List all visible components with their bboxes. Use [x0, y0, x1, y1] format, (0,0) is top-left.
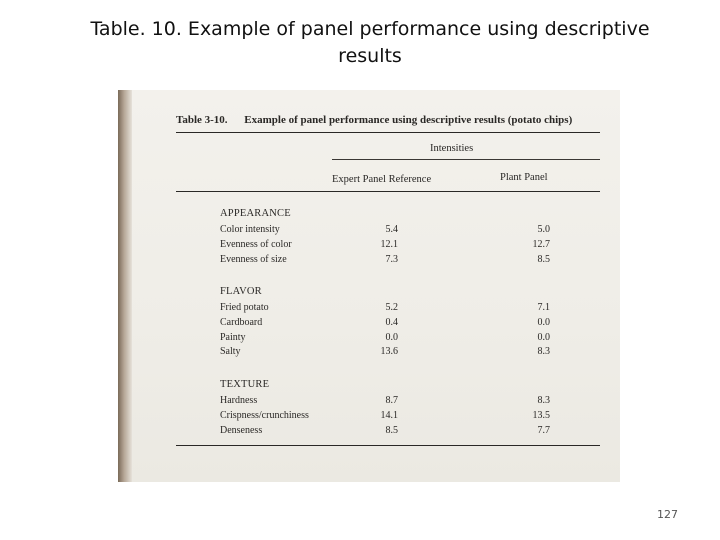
- table-number: Table 3-10.: [176, 114, 228, 126]
- plant-panel-header: Plant Panel: [500, 172, 548, 183]
- plant-panel-value: 8.5: [537, 253, 550, 265]
- expert-panel-value: 0.4: [385, 316, 398, 328]
- table-row: [220, 395, 550, 409]
- row-label: Hardness: [220, 395, 258, 406]
- header-bottom-rule: [176, 191, 600, 192]
- expert-panel-value: 5.4: [385, 224, 398, 235]
- table-row: [220, 302, 550, 316]
- plant-panel-value: 0.0: [537, 316, 550, 328]
- page-number: 127: [657, 508, 678, 521]
- row-label: Evenness of color: [220, 238, 292, 250]
- expert-panel-value: 8.5: [385, 424, 398, 436]
- scanned-table-image: [118, 90, 620, 482]
- expert-panel-value: 8.7: [385, 395, 398, 406]
- table-row: [220, 254, 550, 268]
- section-heading-texture: TEXTURE: [220, 379, 270, 390]
- plant-panel-value: 7.7: [537, 424, 550, 436]
- row-label: Color intensity: [220, 224, 280, 235]
- table-row: [220, 224, 550, 238]
- row-label: Evenness of size: [220, 253, 287, 265]
- plant-panel-value: 8.3: [537, 346, 550, 358]
- plant-panel-value: 12.7: [532, 238, 550, 250]
- row-label: Crispness/crunchiness: [220, 409, 309, 421]
- section-heading-appearance: APPEARANCE: [220, 208, 291, 219]
- table-bottom-rule: [176, 445, 600, 446]
- row-label: Denseness: [220, 424, 263, 436]
- plant-panel-value: 7.1: [537, 302, 550, 313]
- table-caption: [176, 114, 572, 126]
- row-label: Painty: [220, 331, 246, 343]
- table-row: [220, 332, 550, 346]
- table-row: [220, 346, 550, 360]
- table-row: [220, 425, 550, 439]
- expert-panel-value: 14.1: [380, 409, 398, 421]
- row-label: Fried potato: [220, 302, 269, 313]
- row-label: Cardboard: [220, 316, 263, 328]
- expert-panel-value: 13.6: [380, 346, 398, 358]
- expert-panel-value: 7.3: [385, 253, 398, 265]
- plant-panel-value: 0.0: [537, 331, 550, 343]
- expert-panel-value: 0.0: [385, 331, 398, 343]
- expert-panel-value: 12.1: [380, 238, 398, 250]
- table-row: [220, 317, 550, 331]
- intensities-underline: [332, 159, 600, 160]
- expert-panel-value: 5.2: [385, 302, 398, 313]
- table-row: [220, 239, 550, 253]
- table-row: [220, 410, 550, 424]
- expert-panel-header: Expert Panel Reference: [332, 174, 432, 185]
- row-label: Salty: [220, 346, 241, 358]
- plant-panel-value: 13.5: [532, 409, 550, 421]
- plant-panel-value: 8.3: [537, 395, 550, 406]
- intensities-header: Intensities: [430, 143, 474, 154]
- plant-panel-value: 5.0: [537, 224, 550, 235]
- table-top-rule: [176, 132, 600, 133]
- section-heading-flavor: FLAVOR: [220, 286, 262, 297]
- slide-title: Table. 10. Example of panel performance using descriptive results: [90, 18, 650, 67]
- page-binding-edge: [118, 90, 132, 482]
- table-caption-text: Example of panel performance using descriptive results (potato chips): [244, 114, 573, 126]
